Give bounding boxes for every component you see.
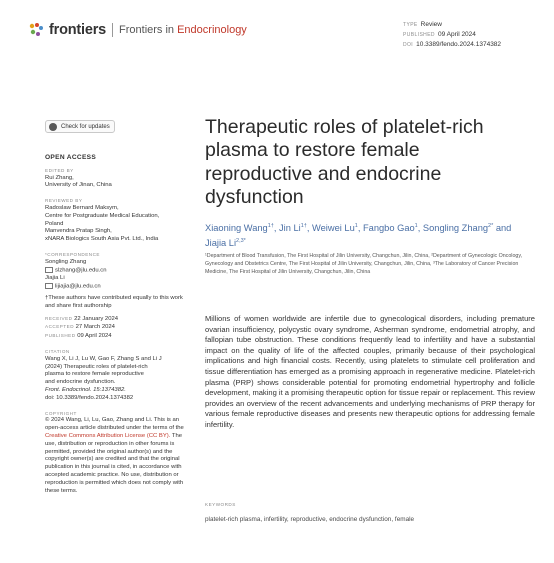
keywords-heading: KEYWORDS: [205, 502, 236, 507]
citation-line: Front. Endocrinol. 15:1374382.: [45, 387, 126, 394]
correspondent-email[interactable]: slzhang@jlu.edu.cn: [45, 267, 185, 275]
author[interactable]: Jin $Li^{1\dagger}$: [279, 223, 307, 234]
author-list: Xiaoning Wang$^{1\dagger}$, Jin $Li^{1\dagger}$, Weiwei Lu$^1$, Fangbo Gao$^1$, Songling Zhang$^{2*}$ and Jiajia $Li^{2,3*}$: [205, 223, 512, 249]
reviewer-line: Centre for Postgraduate Medical Education,: [45, 212, 160, 219]
correspondence-heading: *CORRESPONDENCE: [45, 251, 100, 257]
copyright-text: © 2024 Wang, Li, Lu, Gao, Zhang and Li. This is an open-access article distributed under the terms of the Creative Commons Attribution License (CC BY). The use, distribution or reproduction in other forums is permitted, provided the original author(s) and the copyright owner(s) are credited and that the original publication in this journal is cited, in accordance with accepted academic practice. No use, distribution or reproduction is permitted which does not comply with these terms.: [45, 417, 184, 494]
author[interactable]: Fangbo Gao$^1$: [362, 223, 418, 234]
email-icon: [45, 283, 53, 289]
update-icon: [49, 123, 57, 131]
received-date: RECEIVED 22 January 2024: [45, 315, 119, 322]
equal-contribution-note: †These authors have contributed equally to this work and share first authorship: [45, 295, 183, 309]
editor-line: University of Jinan, China: [45, 182, 112, 189]
author[interactable]: Songling Zhang$^{2*}$: [422, 223, 494, 234]
published-date: PUBLISHED 09 April 2024: [45, 333, 112, 340]
header-divider: [112, 23, 113, 37]
article-meta: [403, 20, 501, 50]
meta-doi[interactable]: DOI 10.3389/fendo.2024.1374382: [403, 41, 502, 48]
reviewer-line: Radoslaw Bernard Maksym,: [45, 204, 119, 211]
keywords: platelet-rich plasma, infertility, reproductive, endocrine dysfunction, female: [205, 516, 415, 523]
journal-name: Endocrinology: [177, 24, 247, 36]
sidebar: [45, 154, 185, 495]
correspondent-name: Jiajia Li: [45, 274, 65, 281]
article-title: Therapeutic roles of platelet-rich plasma to restore female reproductive and endocrine dysfunction: [205, 116, 484, 209]
reviewed-by-heading: REVIEWED BY: [45, 198, 83, 204]
author[interactable]: Xiaoning Wang$^{1\dagger}$: [205, 223, 274, 234]
affiliations: ¹Department of Blood Transfusion, The First Hospital of Jilin University, Changchun, Jilin, China, ²Department of Gynecologic Oncology, Gynecology and Obstetrics Centre, The First Hospital of Jilin University, Changchun, Jilin, China, ³The Laboratory of Cancer Precision Medicine, The First Hospital of Jilin University, Changchun, Jilin, China: [205, 253, 523, 275]
meta-type: TYPE Review: [403, 21, 442, 28]
check-for-updates-button[interactable]: [45, 120, 115, 133]
citation-doi[interactable]: doi: 10.3389/fendo.2024.1374382: [45, 394, 134, 401]
cc-by-license-link[interactable]: Creative Commons Attribution License (CC BY).: [45, 433, 171, 440]
frontiers-logo-icon: [28, 22, 45, 38]
citation-line: and endocrine dysfunction.: [45, 379, 116, 386]
reviewer-line: xNARA Biologics South Asia Pvt. Ltd., India: [45, 236, 159, 243]
accepted-date: ACCEPTED 27 March 2024: [45, 324, 115, 331]
correspondent-name: Songling Zhang: [45, 258, 87, 265]
citation-line: Wang X, Li J, Lu W, Gao F, Zhang S and Li J: [45, 355, 162, 362]
journal-prefix: Frontiers in: [119, 24, 178, 36]
editor-line: Rui Zhang,: [45, 174, 74, 181]
citation-heading: CITATION: [45, 349, 70, 355]
edited-by-heading: EDITED BY: [45, 167, 74, 173]
citation-line: plasma to restore female reproductive: [45, 371, 144, 378]
open-access-label: OPEN ACCESS: [45, 154, 97, 161]
journal-title[interactable]: [119, 24, 247, 36]
journal-header: [28, 22, 247, 38]
meta-published: PUBLISHED 09 April 2024: [403, 31, 476, 38]
reviewer-line: Manvendra Pratap Singh,: [45, 228, 112, 235]
check-for-updates-label: Check for updates: [61, 123, 110, 130]
citation-line: (2024) Therapeutic roles of platelet-rich: [45, 363, 148, 370]
brand-name[interactable]: frontiers: [49, 22, 107, 38]
abstract: Millions of women worldwide are infertile due to gynecological disorders, including premature ovarian insufficiency, polycystic ovary syndrome, Asherman syndrome, endometrial atrophy, and fallopian tube obstruction. These conditions frequently lead to infertility and have a substantial impact on the quality of life of the affected couples, primarily because of their psychological implications and high financial costs. Recently, using platelets to stimulate cell proliferation and tissue differentiation has emerged as a promising approach in regenerative medicine. Platelet-rich plasma (PRP) shows considerable potential for promoting endometrial hypertrophy and follicle development, making it a promising therapeutic option for tissue repair or replacement. This review provides an overview of the recent advancements and underlying mechanisms of PRP therapy for various female reproductive diseases and presents new therapeutic options for addressing female infertility.: [205, 314, 535, 429]
correspondent-email[interactable]: lijiajia@jlu.edu.cn: [45, 283, 185, 291]
email-icon: [45, 267, 53, 273]
author[interactable]: Jiajia $Li^{2,3*}$: [205, 238, 246, 249]
reviewer-line: Poland: [45, 220, 64, 227]
author[interactable]: Weiwei Lu$^1$: [312, 223, 358, 234]
copyright-heading: COPYRIGHT: [45, 410, 77, 416]
